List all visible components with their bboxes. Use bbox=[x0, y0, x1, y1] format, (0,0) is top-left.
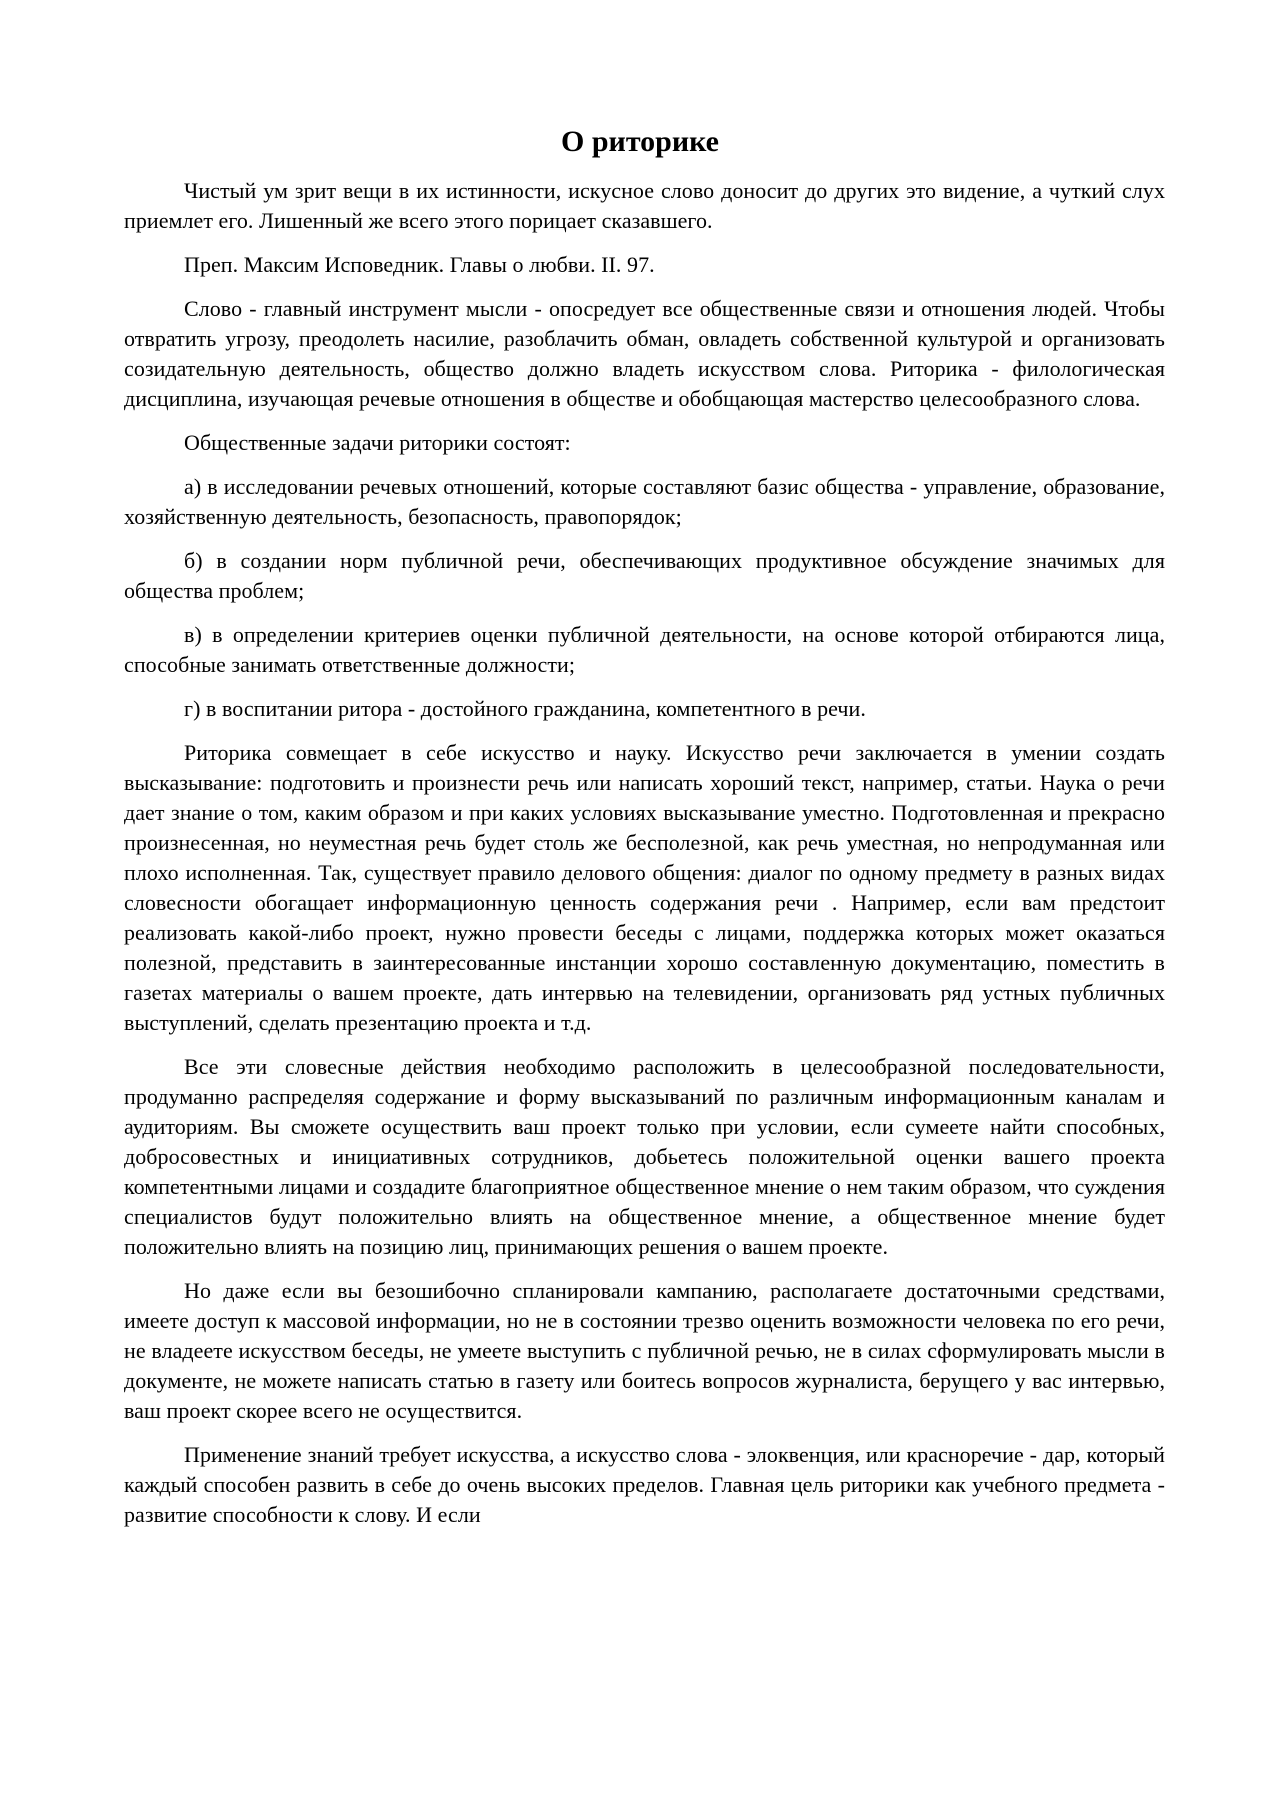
paragraph-art-and-science: Риторика совмещает в себе искусство и науку. Искусство речи заключается в умении создать высказывание: подготовить и произнести речь или написать хороший текст, например, статьи. Наука о речи дает знание о том, каким образом и при каких условиях высказывание уместно. Подготовленная и прекрасно произнесенная, но неуместная речь будет столь же бесполезной, как речь уместная, но непродуманная или плохо исполненная. Так, существует правило делового общения: диалог по одному предмету в разных видах словесности обогащает информационную ценность содержания речи . Например, если вам предстоит реализовать какой-либо проект, нужно провести беседы с лицами, поддержка которых может оказаться полезной, представить в заинтересованные инстанции хорошо составленную документацию, поместить в газетах материалы о вашем проекте, дать интервью на телевидении, организовать ряд устных публичных выступлений, сделать презентацию проекта и т.д. bbox=[124, 740, 1165, 1035]
document-body bbox=[124, 176, 1165, 1544]
paragraph-verbal-actions: Все эти словесные действия необходимо расположить в целесообразной последовательности, продуманно распределяя содержание и форму высказываний по различным информационным каналам и аудиториям. Вы сможете осуществить ваш проект только при условии, если сумеете найти способных, добросовестных и инициативных сотрудников, добьетесь положительной оценки вашего проекта компетентными лицами и создадите благоприятное общественное мнение о нем таким образом, что суждения специалистов будут положительно влиять на общественное мнение, а общественное мнение будет положительно влиять на позицию лиц, принимающих решения о вашем проекте. bbox=[124, 1054, 1165, 1259]
list-item-g: г) в воспитании ритора - достойного гражданина, компетентного в речи. bbox=[184, 696, 866, 721]
paragraph-campaign: Но даже если вы безошибочно спланировали кампанию, располагаете достаточными средствами, имеете доступ к массовой информации, но не в состоянии трезво оценить возможности человека по его речи, не владеете искусством беседы, не умеете выступить с публичной речью, не в силах сформулировать мысли в документе, не можете написать статью в газету или боитесь вопросов журналиста, берущего у вас интервью, ваш проект скорее всего не осуществится. bbox=[124, 1278, 1165, 1423]
paragraph-intro: Слово - главный инструмент мысли - опосредует все общественные связи и отношения людей. Чтобы отвратить угрозу, преодолеть насилие, разоблачить обман, овладеть собственной культурой и организовать созидательную деятельность, общество должно владеть искусством слова. Риторика - филологическая дисциплина, изучающая речевые отношения в обществе и обобщающая мастерство целесообразного слова. bbox=[124, 296, 1165, 411]
list-item-v: в) в определении критериев оценки публичной деятельности, на основе которой отбираются лица, способные занимать ответственные должности; bbox=[124, 622, 1165, 677]
list-item-a: а) в исследовании речевых отношений, которые составляют базис общества - управление, образование, хозяйственную деятельность, безопасность, правопорядок; bbox=[124, 474, 1165, 529]
epigraph-source: Преп. Максим Исповедник. Главы о любви. II. 97. bbox=[184, 252, 655, 277]
paragraph-tasks-heading: Общественные задачи риторики состоят: bbox=[184, 430, 571, 455]
list-item-b: б) в создании норм публичной речи, обеспечивающих продуктивное обсуждение значимых для общества проблем; bbox=[124, 548, 1165, 603]
document-title: О риторике bbox=[561, 125, 719, 158]
paragraph-eloquence: Применение знаний требует искусства, а искусство слова - элоквенция, или красноречие - дар, который каждый способен развить в себе до очень высоких пределов. Главная цель риторики как учебного предмета - развитие способности к слову. И если bbox=[124, 1442, 1165, 1527]
epigraph-text: Чистый ум зрит вещи в их истинности, искусное слово доносит до других это видение, а чуткий слух приемлет его. Лишенный же всего этого порицает сказавшего. bbox=[124, 178, 1165, 233]
